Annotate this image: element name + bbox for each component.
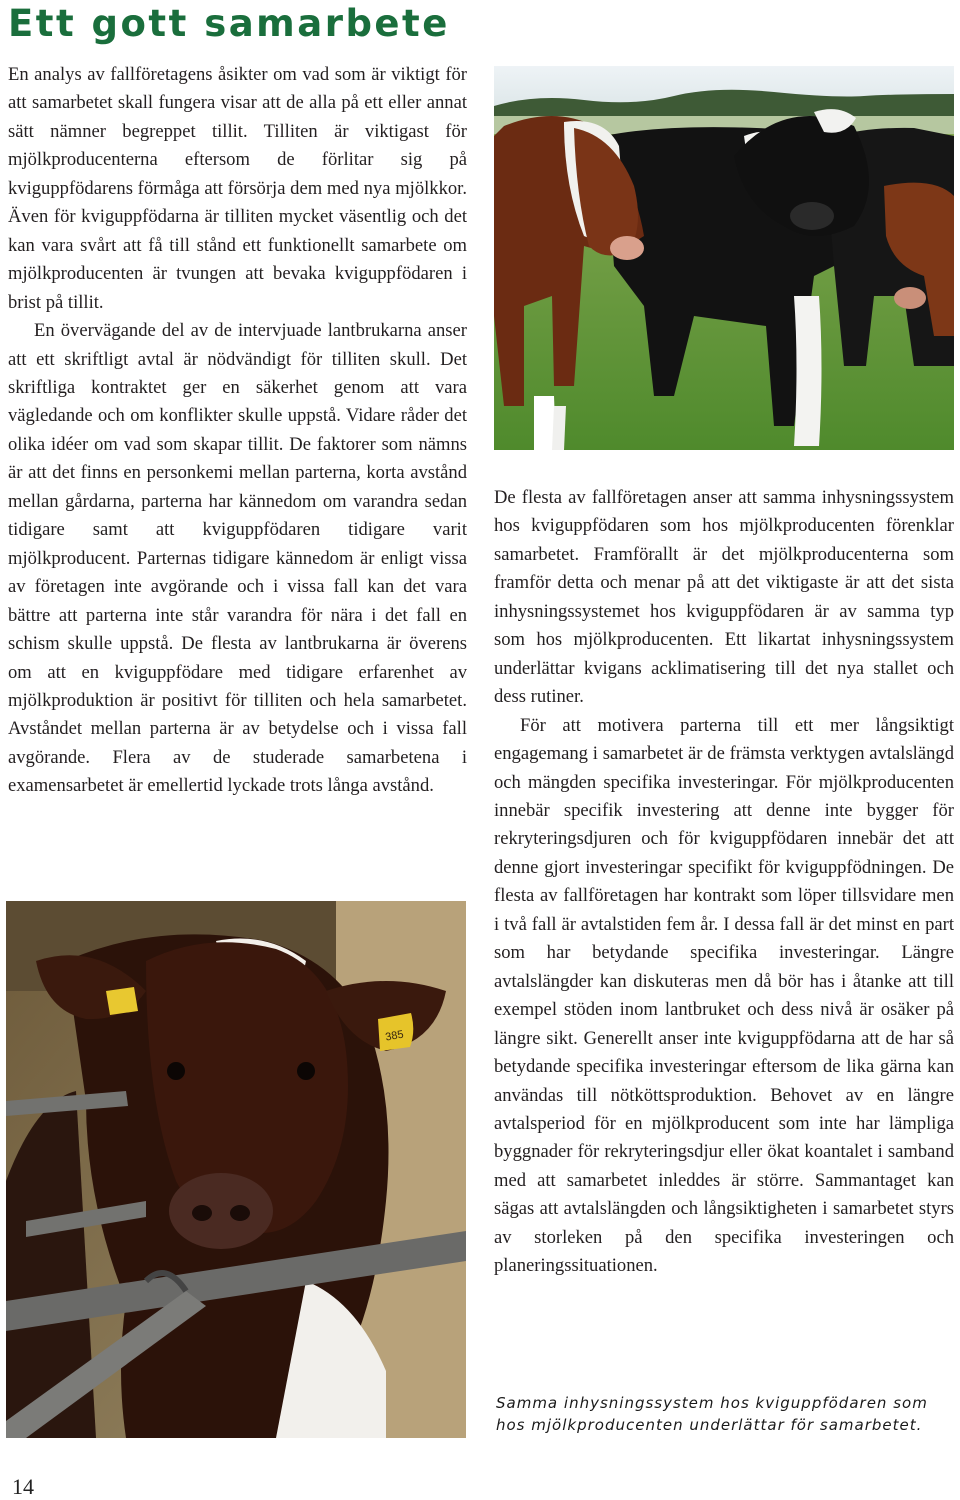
paragraph: En analys av fallföretagens åsikter om vad som är viktigt för att samarbetet skall fungera visar att de alla på ett eller annat sätt nämner begreppet tillit. Tilliten är viktigast för mjölkproducenterna eftersom de förlitar sig på kviguppfödarens förmåga att försörja dem med nya mjölkkor. Även för kviguppfödarna är tilliten mycket väsentlig och det kan vara svårt att få till stånd ett funktionellt samarbete om mjölkproducenten är tvungen att bevaka kviguppfödaren i brist på tillit.	[8, 64, 467, 313]
page-number: 14	[12, 1474, 34, 1499]
calf-illustration	[6, 901, 466, 1438]
paragraph: En övervägande del av de intervjuade lantbrukarna anser att ett skriftligt avtal är nödvändigt för tilliten skull. Det skriftliga kontraktet ger en säkerhet genom att vara vägledande och om konflikter skulle uppstå. Vidare råder det olika idéer om vad som skapar tillit. De faktorer som nämns är att det finns en personkemi mellan parterna, korta avstånd mellan gårdarna, parterna har kännedom om varandra sedan tidigare samt att kviguppfödaren tidigare varit mjölkproducent. Parternas tidigare kännedom är enligt vissa av företagen inte avgörande och i vissa fall kan det vara bättre att parterna inte står varandra för nära i det fall en schism skulle uppstå. De flesta av lantbrukarna är överens om att en kviguppfödare med tidigare erfarenhet av mjölkproduktion är positivt för tilliten och hela samarbetet. Avståndet mellan parterna är av betydelse och i vissa fall avgörande. Flera av de studerade samarbetena i examensarbetet är emellertid lyckade trots långa avstånd.	[8, 320, 467, 797]
calf-in-barn-photo	[6, 901, 466, 1438]
cows-pasture-illustration	[494, 66, 954, 450]
page-heading: Ett gott samarbete	[8, 2, 450, 45]
photo-caption: Samma inhysningssystem hos kviguppfödaren som hos mjölkproducenten underlättar för samarbetet.	[496, 1394, 928, 1434]
ear-tag-number: 385	[384, 1028, 405, 1044]
left-text-column	[8, 61, 467, 801]
right-text-column	[494, 484, 954, 1281]
paragraph: De flesta av fallföretagen anser att samma inhysningssystem hos kviguppfödaren som hos mjölkproducenten förenklar samarbetet. Framförallt är det mjölkproducenterna som framför detta och menar på att det viktigaste är att det sista inhysningssystemet hos kviguppfödaren är av samma typ som hos mjölkproducenten. Ett likartat inhysningssystem underlättar kvigans acklimatisering till det nya stallet och dess rutiner.	[494, 487, 954, 708]
cows-pasture-photo	[494, 66, 954, 450]
paragraph: För att motivera parterna till ett mer långsiktigt engagemang i samarbetet är de främsta verktygen avtalslängd och mängden specifika investeringar. För mjölkproducenten innebär specifik investering att denne inte bygger för rekryteringsdjuren och för kviguppfödaren innebär det att denne gjort investeringar specifikt för kviguppfödningen. De flesta av fallföretagen har kontrakt som löper tillsvidare men i två fall är avtalstiden fem år. I dessa fall är det minst en part som har betydande specifika investeringar. Längre avtalslängder kan diskuteras men då bör has i åtanke att till exempel stöden inom lantbruket och dess nivå är osäker på längre sikt. Generellt anser inte kviguppfödarna att de har så betydande specifika investeringar eftersom de lika gärna kan användas till nötköttsproduktion. Behovet av en längre avtalsperiod för en mjölkproducent som inte har lämpliga byggnader för rekryteringsdjur eller ökat koantalet i samband med att samarbetet inleddes är större. Sammantaget kan sägas att avtalslängden och långsiktigheten i samarbetet styrs av storleken på den specifika investeringen och planeringssituationen.	[494, 714, 954, 1277]
